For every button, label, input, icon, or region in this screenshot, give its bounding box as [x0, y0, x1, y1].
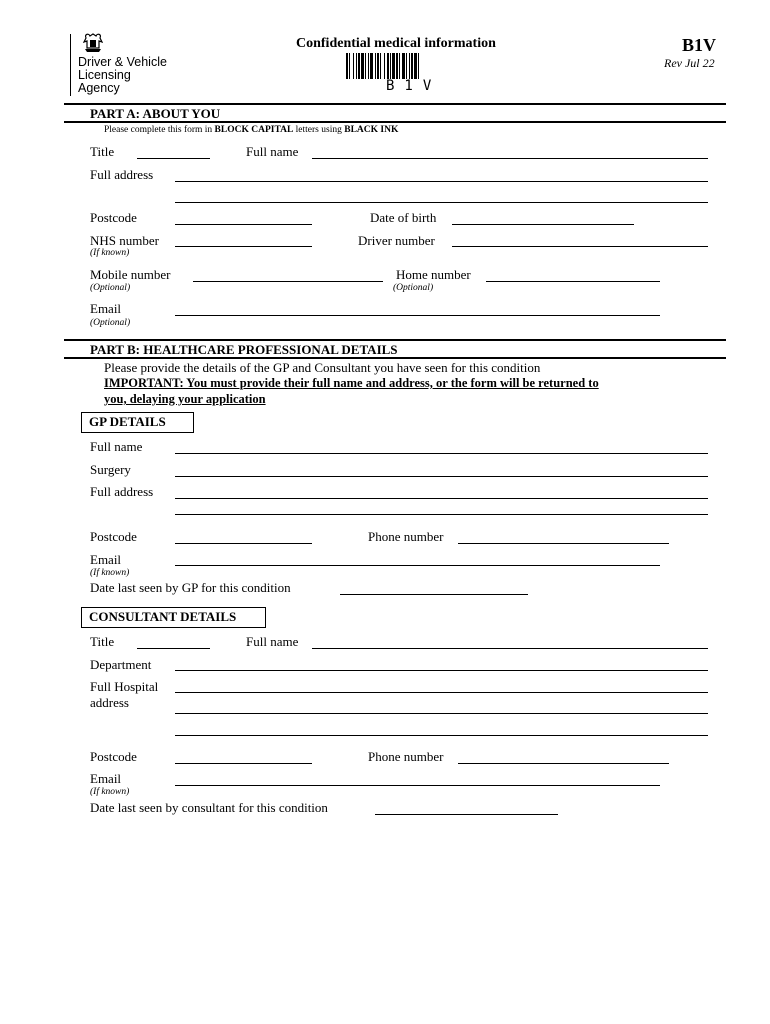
barcode [346, 53, 470, 79]
driver-number-label: Driver number [358, 233, 435, 248]
title-label: Title [90, 144, 115, 159]
mobile-number-input-line[interactable] [193, 281, 383, 282]
instruction-text-mid: letters using [293, 125, 345, 135]
email-note: (Optional) [90, 318, 131, 328]
full-address-input-line-2[interactable] [175, 202, 708, 203]
part-b-top-rule [64, 339, 726, 341]
date-of-birth-label: Date of birth [370, 210, 437, 225]
nhs-number-label: NHS number [90, 233, 159, 248]
gp-email-input-line[interactable] [175, 565, 660, 566]
consultant-full-name-input-line[interactable] [312, 648, 708, 649]
part-b-bottom-rule [64, 357, 726, 359]
consultant-phone-number-input-line[interactable] [458, 763, 669, 764]
gp-full-address-label: Full address [90, 484, 154, 499]
postcode-label: Postcode [90, 210, 137, 225]
agency-name-line-2: Licensing [78, 68, 131, 82]
consultant-hospital-label-2: address [90, 695, 129, 710]
agency-name-line-1: Driver & Vehicle [78, 55, 167, 69]
barcode-bar [368, 53, 369, 79]
consultant-phone-number-label: Phone number [368, 749, 444, 764]
part-a-instruction [104, 125, 398, 135]
barcode-bar [358, 53, 360, 79]
full-address-input-line-1[interactable] [175, 181, 708, 182]
barcode-bar [396, 53, 398, 79]
consultant-email-input-line[interactable] [175, 785, 660, 786]
title-input-line[interactable] [137, 158, 210, 159]
gp-date-last-seen-label: Date last seen by GP for this condition [90, 580, 291, 595]
gp-email-label: Email [90, 552, 122, 567]
gp-surgery-input-line[interactable] [175, 476, 708, 477]
mobile-number-label: Mobile number [90, 267, 171, 282]
barcode-bar [390, 53, 391, 79]
full-address-label: Full address [90, 167, 154, 182]
barcode-bar [353, 53, 354, 79]
gp-full-address-input-line-1[interactable] [175, 498, 708, 499]
consultant-full-name-label: Full name [246, 634, 299, 649]
part-b-heading: PART B: HEALTHCARE PROFESSIONAL DETAILS [90, 342, 398, 357]
barcode-bar [365, 53, 366, 79]
instruction-black-ink: BLACK INK [344, 125, 399, 135]
barcode-bar [375, 53, 376, 79]
barcode-bar [409, 53, 410, 79]
consultant-postcode-label: Postcode [90, 749, 137, 764]
barcode-bar [387, 53, 389, 79]
mobile-number-note: (Optional) [90, 283, 131, 293]
gp-full-name-input-line[interactable] [175, 453, 708, 454]
instruction-block-capital: BLOCK CAPITAL [214, 125, 294, 135]
barcode-bar [370, 53, 373, 79]
agency-name-line-3: Agency [78, 81, 120, 95]
full-name-label: Full name [246, 144, 299, 159]
consultant-hospital-input-line-1[interactable] [175, 692, 708, 693]
important-notice-line-2: you, delaying your application [104, 392, 266, 406]
postcode-input-line[interactable] [175, 224, 312, 225]
consultant-details-heading: CONSULTANT DETAILS [81, 607, 266, 628]
gp-phone-number-label: Phone number [368, 529, 444, 544]
gp-full-name-label: Full name [90, 439, 143, 454]
royal-crest-icon [80, 32, 106, 54]
important-notice-line-1: IMPORTANT: You must provide their full name and address, or the form will be returned to [104, 376, 599, 390]
barcode-bar [414, 53, 417, 79]
gp-full-address-input-line-2[interactable] [175, 514, 708, 515]
consultant-email-note: (If known) [90, 787, 130, 797]
full-name-input-line[interactable] [312, 158, 708, 159]
gp-email-note: (If known) [90, 568, 130, 578]
home-number-label: Home number [396, 267, 471, 282]
dvla-logo [70, 34, 190, 98]
barcode-bar [377, 53, 379, 79]
consultant-postcode-input-line[interactable] [175, 763, 312, 764]
barcode-bar [402, 53, 405, 79]
barcode-bar [418, 53, 419, 79]
consultant-department-input-line[interactable] [175, 670, 708, 671]
consultant-email-label: Email [90, 771, 122, 786]
barcode-bar [411, 53, 413, 79]
barcode-bar [361, 53, 364, 79]
gp-details-heading: GP DETAILS [81, 412, 194, 433]
consultant-title-input-line[interactable] [137, 648, 210, 649]
part-a-heading: PART A: ABOUT YOU [90, 106, 221, 121]
consultant-department-label: Department [90, 657, 152, 672]
instruction-text: Please complete this form in [104, 125, 215, 135]
form-code: B1V [682, 35, 717, 55]
email-label: Email [90, 301, 122, 316]
email-input-line[interactable] [175, 315, 660, 316]
consultant-date-last-seen-label: Date last seen by consultant for this condition [90, 800, 328, 815]
barcode-bar [384, 53, 385, 79]
consultant-hospital-input-line-2[interactable] [175, 713, 708, 714]
part-b-intro: Please provide the details of the GP and Consultant you have seen for this condition [104, 360, 541, 375]
revision-date: Rev Jul 22 [664, 56, 715, 70]
home-number-note: (Optional) [393, 283, 434, 293]
consultant-title-label: Title [90, 634, 115, 649]
logo-rule [70, 34, 71, 96]
gp-surgery-label: Surgery [90, 462, 131, 477]
nhs-number-note: (If known) [90, 248, 130, 258]
consultant-hospital-label-1: Full Hospital [90, 679, 159, 694]
home-number-input-line[interactable] [486, 281, 660, 282]
barcode-bar [346, 53, 348, 79]
form-title: Confidential medical information [296, 36, 496, 51]
barcode-bar [349, 53, 350, 79]
nhs-number-input-line[interactable] [175, 246, 312, 247]
driver-number-input-line[interactable] [452, 246, 708, 247]
barcode-bar [380, 53, 381, 79]
part-a-top-rule [64, 103, 726, 105]
date-of-birth-input-line[interactable] [452, 224, 634, 225]
barcode-text: B1V [386, 78, 442, 94]
part-a-bottom-rule [64, 121, 726, 123]
gp-date-last-seen-input-line[interactable] [340, 594, 528, 595]
consultant-date-last-seen-input-line[interactable] [375, 814, 558, 815]
gp-phone-number-input-line[interactable] [458, 543, 669, 544]
gp-postcode-input-line[interactable] [175, 543, 312, 544]
gp-postcode-label: Postcode [90, 529, 137, 544]
barcode-bar [399, 53, 400, 79]
consultant-hospital-input-line-3[interactable] [175, 735, 708, 736]
barcode-bar [406, 53, 407, 79]
barcode-bar [356, 53, 357, 79]
barcode-bar [392, 53, 395, 79]
